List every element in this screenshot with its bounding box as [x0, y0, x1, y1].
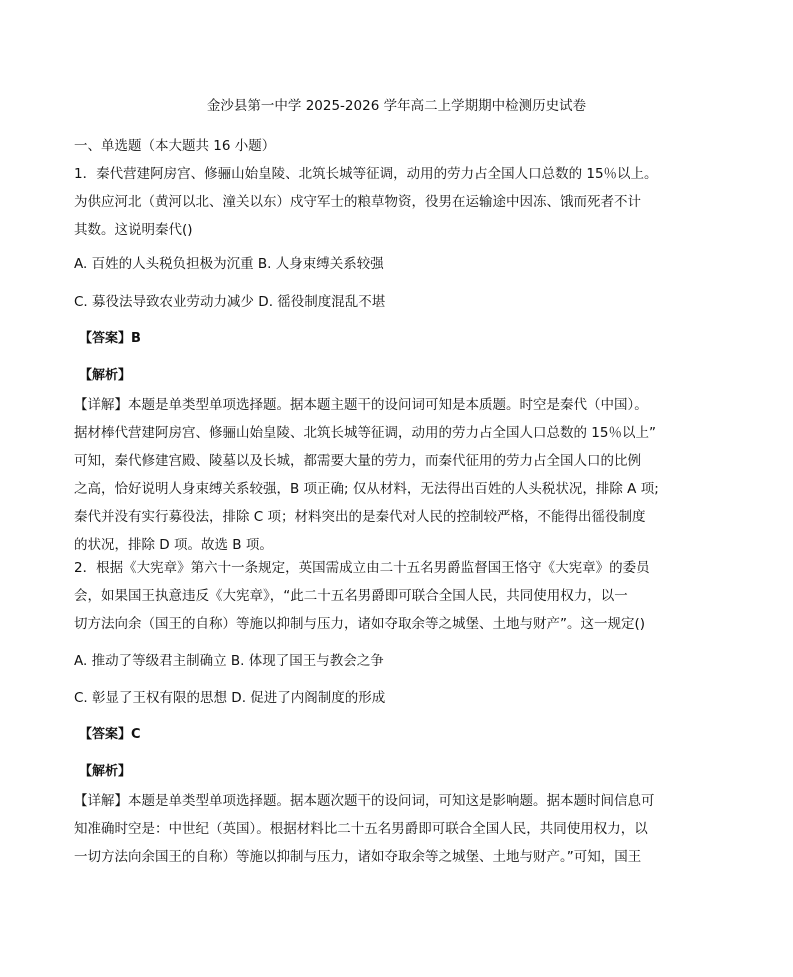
question-1-analysis-line: 【详解】本题是单类型单项选择题。据本题主题干的设问词可知是本质题。时空是秦代（中国）。 — [74, 397, 648, 413]
question-1-analysis-line: 秦代并没有实行募役法，排除 C 项；材料突出的是秦代对人民的控制较严格，不能得出徭役制度 — [74, 509, 646, 525]
question-2-options-ab: A. 推动了等级君主制确立 B. 体现了国王与教会之争 — [74, 653, 384, 669]
question-2-analysis-label: 【解析】 — [79, 764, 132, 779]
question-2-analysis-line: 知准确时空是：中世纪（英国）。根据材料比二十五名男爵即可联合全国人民，共同使用权力，以 — [74, 821, 648, 837]
question-2-analysis-line: 【详解】本题是单类型单项选择题。据本题次题干的设问词，可知这是影响题。据本题时间信息可 — [74, 793, 655, 809]
question-1-answer: 【答案】B — [79, 331, 141, 346]
question-2-stem-line: 切方法向余（国王的自称）等施以抑制与压力，诸如夺取余等之城堡、土地与财产”。这一规定() — [74, 616, 646, 632]
section-heading: 一、单选题（本大题共 16 小题） — [74, 138, 276, 154]
question-2-analysis — [74, 787, 724, 871]
question-1-stem-line: 为供应河北（黄河以北、潼关以东）戍守军士的粮草物资，役男在运输途中因冻、饿而死者不计 — [74, 194, 641, 210]
question-1-analysis-line: 的状况，排除 D 项。故选 B 项。 — [74, 537, 273, 553]
question-2-analysis-line: 一切方法向余国王的自称）等施以抑制与压力，诸如夺取余等之城堡、土地与财产。”可知，国王 — [74, 849, 642, 865]
question-1-options-ab: A. 百姓的人头税负担极为沉重 B. 人身束缚关系较强 — [74, 256, 384, 272]
question-1-analysis-line: 之高，恰好说明人身束缚关系较强，B 项正确; 仅从材料，无法得出百姓的人头税状况，排除 A 项; — [74, 481, 659, 497]
question-1-stem — [74, 160, 724, 244]
document-title: 金沙县第一中学 2025-2026 学年高二上学期期中检测历史试卷 — [206, 98, 587, 114]
question-1-analysis-line: 可知，秦代修建宫殿、陵墓以及长城，都需要大量的劳力，而秦代征用的劳力占全国人口的比例 — [74, 453, 641, 469]
question-1-stem-line: 1．秦代营建阿房宫、修骊山始皇陵、北筑长城等征调，动用的劳力占全国人口总数的 15％以上。 — [74, 166, 658, 182]
question-2-stem-line: 会，如果国王执意违反《大宪章》，“此二十五名男爵即可联合全国人民，共同使用权力，以一 — [74, 588, 628, 604]
question-1-stem-line: 其数。这说明秦代() — [74, 222, 193, 238]
question-1-analysis — [74, 391, 724, 559]
question-1-analysis-label: 【解析】 — [79, 368, 132, 383]
question-1-options-cd: C. 募役法导致农业劳动力减少 D. 徭役制度混乱不堪 — [74, 294, 386, 310]
question-1-analysis-line: 据材棒代营建阿房宫、修骊山始皇陵、北筑长城等征调，动用的劳力占全国人口总数的 15％以上” — [74, 425, 656, 441]
question-2-options-cd: C. 彰显了王权有限的思想 D. 促进了内阁制度的形成 — [74, 690, 386, 706]
question-2-stem — [74, 554, 724, 638]
question-2-answer: 【答案】C — [79, 727, 141, 742]
question-2-stem-line: 2．根据《大宪章》第六十一条规定，英国需成立由二十五名男爵监督国王恪守《大宪章》的委员 — [74, 560, 650, 576]
